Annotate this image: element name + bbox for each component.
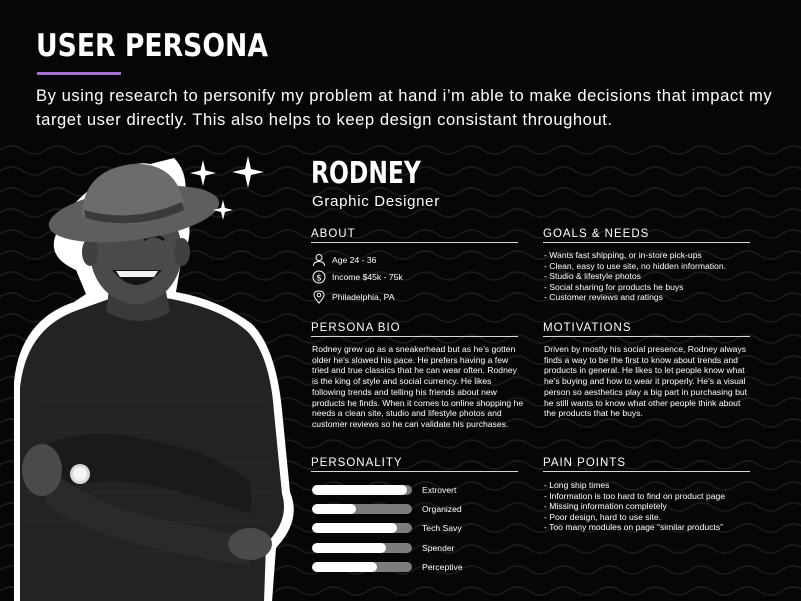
trait-extrovert: [312, 484, 456, 496]
trait-bar-fill: [312, 543, 386, 553]
trait-bar-fill: [312, 504, 356, 514]
goals-heading: GOALS & NEEDS: [543, 228, 750, 243]
trait-organized: [312, 503, 462, 515]
about-income-text: Income $45k - 75k: [332, 272, 403, 282]
trait-label: Spender: [422, 543, 455, 553]
goals-item: - Customer reviews and ratings: [544, 292, 759, 303]
sparkle-icon: [186, 156, 268, 224]
persona-role: Graphic Designer: [312, 193, 440, 210]
motivations-heading: MOTIVATIONS: [543, 322, 750, 337]
page-title: USER PERSONA: [36, 28, 268, 64]
about-heading: ABOUT: [311, 228, 518, 243]
pain-point-item: - Information is too hard to find on product page: [544, 491, 764, 502]
person-icon: [312, 253, 326, 267]
about-location-row: [312, 289, 394, 305]
pain-point-item: - Long ship times: [544, 480, 764, 491]
location-pin-icon: [312, 290, 326, 304]
pain-points-heading: PAIN POINTS: [543, 457, 750, 472]
about-age-text: Age 24 - 36: [332, 255, 377, 265]
goals-item: - Studio & lifestyle photos: [544, 271, 759, 282]
trait-label: Perceptive: [422, 562, 463, 572]
trait-bar: [312, 523, 412, 533]
pain-point-item: - Poor design, hard to use site.: [544, 512, 764, 523]
bio-heading: PERSONA BIO: [311, 322, 518, 337]
dollar-icon: [312, 270, 326, 284]
about-income-row: [312, 269, 403, 285]
trait-spender: [312, 542, 455, 554]
about-location-text: Philadelphia, PA: [332, 292, 395, 302]
personality-heading: PERSONALITY: [311, 457, 518, 472]
trait-label: Extrovert: [422, 485, 457, 495]
svg-text:$: $: [316, 273, 322, 284]
trait-label: Organized: [422, 504, 462, 514]
goals-item: - Social sharing for products he buys: [544, 282, 759, 293]
pain-points-list: [544, 480, 764, 533]
about-age-row: [312, 252, 376, 268]
goals-item: - Wants fast shipping, or in-store pick-ups: [544, 250, 759, 261]
motivations-text: Driven by mostly his social presence, Rodney always finds a way to be the first to know about trends and products in general. He likes to let people know what he’s buying and how to wear it properly. He’s a visual person so aesthetics play a big part in purchasing but he still wants to know what other people think about the products that he buys.: [544, 344, 748, 419]
trait-label: Tech Savy: [422, 523, 462, 533]
bio-text: Rodney grew up as a sneakerhead but as he’s gotten older he’s slowed his pace. He prefers having a few tried and true classics that he can wear often. Rodney is the king of style and social currency. He likes following trends and telling his friends about new products he finds. When it comes to online shopping he needs a clean site, studio and lifestyle photos and customer reviews so he can validate his purchases.: [312, 344, 524, 429]
trait-bar: [312, 562, 412, 572]
trait-tech-savy: [312, 522, 462, 534]
pain-point-item: - Missing information completely: [544, 501, 764, 512]
trait-bar: [312, 485, 412, 495]
trait-bar-fill: [312, 485, 407, 495]
trait-bar: [312, 543, 412, 553]
trait-bar: [312, 504, 412, 514]
trait-perceptive: [312, 561, 463, 573]
title-underline: [37, 72, 121, 75]
persona-name: RODNEY: [311, 156, 421, 191]
pain-point-item: - Too many modules on page “similar products”: [544, 522, 764, 533]
goals-item: - Clean, easy to use site, no hidden information.: [544, 261, 759, 272]
goals-list: [544, 250, 759, 303]
trait-bar-fill: [312, 562, 377, 572]
trait-bar-fill: [312, 523, 397, 533]
intro-paragraph: By using research to personify my problem at hand i’m able to make decisions that impact my target user directly. This also helps to keep design consistant throughout.: [36, 86, 773, 129]
